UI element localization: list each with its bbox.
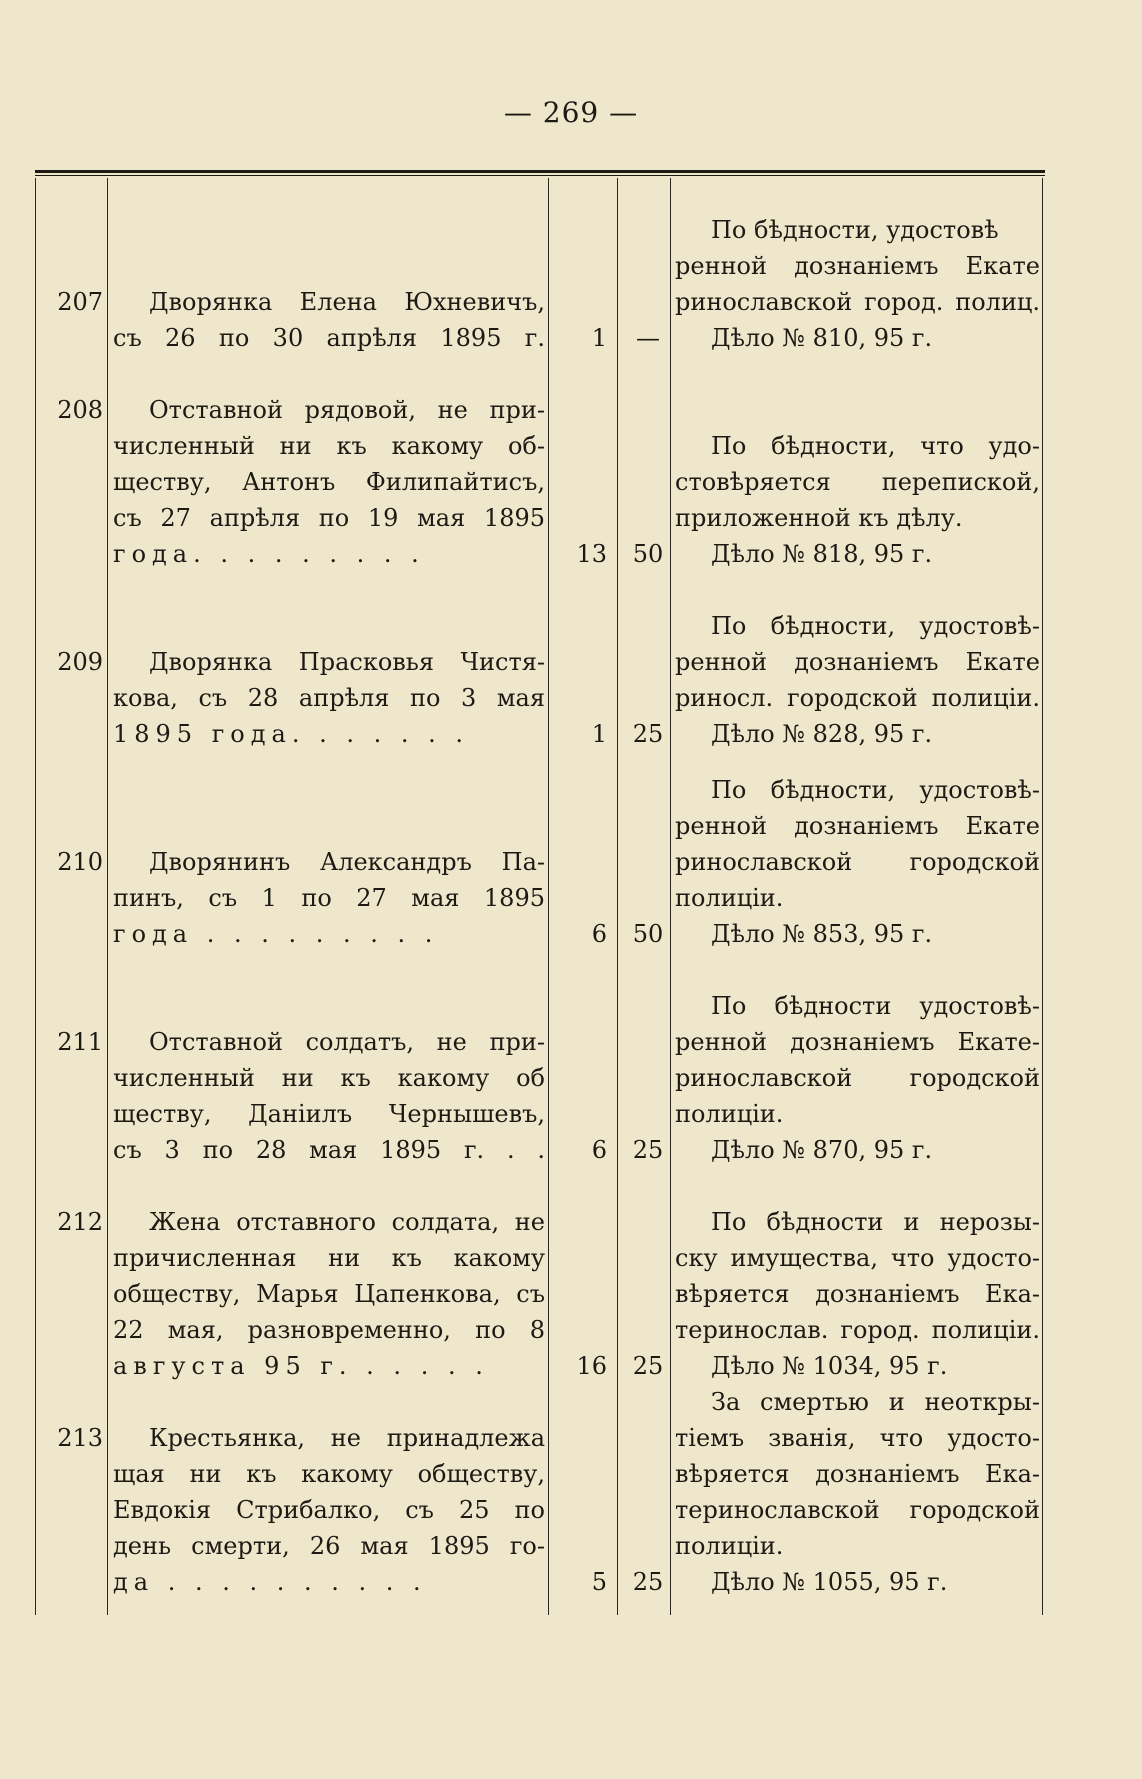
row-number: 211 <box>57 1028 103 1056</box>
column-divider-num <box>107 178 108 1615</box>
row-description: Жена отставного солдата, не причисленная ни къ какому обществу, Марья Цапенкова, съ 22 мая, разновременно, по 8 августа 95 г. . . . . . <box>113 1208 545 1380</box>
register-table <box>35 170 1045 1615</box>
row-note: По бѣдности, удостовѣ- ренной дознаніемъ Екате ринославской городской полиціи. Дѣло № 853, 95 г. <box>675 776 1040 948</box>
row-description: Крестьянка, не принадлежа щая ни къ какому обществу, Евдокія Стрибалко, съ 25 по день смерти, 26 мая 1895 го- да . . . . . . . . . . <box>113 1424 545 1596</box>
amount-kopecks: 25 <box>632 1136 664 1164</box>
row-note: По бѣдности удостовѣ- ренной дознаніемъ Екате- ринославской городской полиціи. Дѣло № 870, 95 г. <box>675 992 1040 1164</box>
row-number: 213 <box>57 1424 103 1452</box>
row-note: По бѣдности, удостовѣ- ренной дознаніемъ Екате риносл. городской полиціи. Дѣло № 828, 95 г. <box>675 612 1040 748</box>
amount-kopecks: 25 <box>632 720 664 748</box>
column-divider-desc <box>548 178 549 1615</box>
row-description: Дворянка Прасковья Чистя- кова, съ 28 апрѣля по 3 мая 1895 года. . . . . . . <box>113 648 545 748</box>
amount-rubles: 1 <box>591 720 607 748</box>
row-description: Отставной солдатъ, не при- численный ни къ какому об ществу, Даніилъ Чернышевъ, съ 3 по 28 мая 1895 г. . . <box>113 1028 545 1164</box>
row-number: 210 <box>57 848 103 876</box>
row-number: 208 <box>57 396 103 424</box>
amount-rubles: 16 <box>576 1352 607 1380</box>
table-top-rule <box>35 170 1045 173</box>
amount-kopecks: 25 <box>632 1352 664 1380</box>
row-note: По бѣдности и нерозы- ску имущества, что удосто- вѣряется дознаніемъ Ека- теринослав. город. полиціи. Дѣло № 1034, 95 г. <box>675 1208 1040 1380</box>
row-number: 207 <box>57 288 103 316</box>
column-divider-kop <box>670 178 671 1615</box>
page-number: — 269 — <box>503 96 639 129</box>
row-description: Дворянка Елена Юхневичъ, съ 26 по 30 апрѣля 1895 г. <box>113 288 545 352</box>
amount-kopecks: — <box>636 324 660 352</box>
row-number: 212 <box>57 1208 103 1236</box>
table-top-rule-thin <box>35 175 1045 176</box>
row-note: За смертью и неоткры- тіемъ званія, что удосто- вѣряется дознаніемъ Ека- теринославской городской полиціи. Дѣло № 1055, 95 г. <box>675 1388 1040 1596</box>
amount-kopecks: 50 <box>632 540 664 568</box>
row-note: По бѣдности, что удо- стовѣряется перепиской, приложенной къ дѣлу. Дѣло № 818, 95 г. <box>675 432 1040 568</box>
amount-kopecks: 25 <box>632 1568 664 1596</box>
column-divider-right <box>1042 178 1043 1615</box>
amount-rubles: 6 <box>591 1136 607 1164</box>
amount-rubles: 1 <box>591 324 607 352</box>
amount-rubles: 13 <box>576 540 607 568</box>
column-divider-rub <box>617 178 618 1615</box>
row-note: По бѣдности, удостовѣ ренной дознаніемъ Екате ринославской город. полиц. Дѣло № 810, 95 г. <box>675 216 1040 352</box>
row-number: 209 <box>57 648 103 676</box>
amount-rubles: 6 <box>591 920 607 948</box>
row-description: Дворянинъ Александръ Па- пинъ, съ 1 по 27 мая 1895 года . . . . . . . . . <box>113 848 545 948</box>
amount-rubles: 5 <box>591 1568 607 1596</box>
row-description: Отставной рядовой, не при- численный ни къ какому об- ществу, Антонъ Филипайтисъ, съ 27 апрѣля по 19 мая 1895 года. . . . . . . . . <box>113 396 545 568</box>
amount-kopecks: 50 <box>632 920 664 948</box>
